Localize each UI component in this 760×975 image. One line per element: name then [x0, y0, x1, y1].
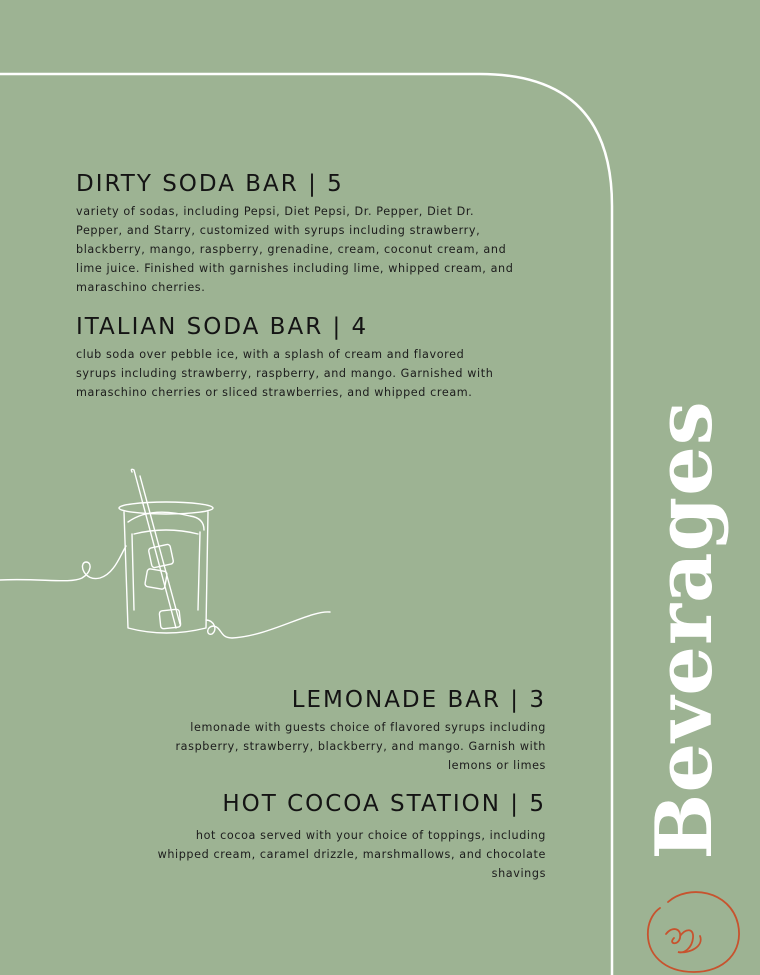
drink-glass-line-art-icon [0, 460, 380, 650]
menu-item-title: ITALIAN SODA BAR | 4 [76, 314, 369, 340]
menu-item-description: hot cocoa served with your choice of toppings, including whipped cream, caramel drizzle, marshmallows, and chocolate shavings [157, 829, 546, 880]
menu-item-hot-cocoa-station [150, 790, 546, 883]
menu-item-description: lemonade with guests choice of flavored syrups including raspberry, strawberry, blackberry, and mango. Garnish with lemons or limes [175, 721, 546, 772]
menu-item-title: DIRTY SODA BAR | 5 [76, 171, 344, 197]
circle-monogram-logo-icon [638, 880, 748, 975]
menu-item-dirty-soda-bar [76, 170, 516, 297]
section-title: Beverages [639, 400, 730, 860]
menu-item-italian-soda-bar [76, 313, 506, 402]
menu-item-description: variety of sodas, including Pepsi, Diet Pepsi, Dr. Pepper, Diet Dr. Pepper, and Starry, customized with syrups including strawberry, blackberry, mango, raspberry, grenadine, cream, coconut cream, and lime juice. Finished with garnishes including lime, whipped cream, and maraschino cherries. [76, 205, 514, 294]
menu-item-title: HOT COCOA STATION | 5 [222, 791, 546, 817]
menu-item-description: club soda over pebble ice, with a splash of cream and flavored syrups including strawberry, raspberry, and mango. Garnished with maraschino cherries or sliced strawberries, and whipped cream. [76, 348, 494, 399]
menu-item-lemonade-bar [150, 686, 546, 775]
menu-item-title: LEMONADE BAR | 3 [291, 687, 546, 713]
